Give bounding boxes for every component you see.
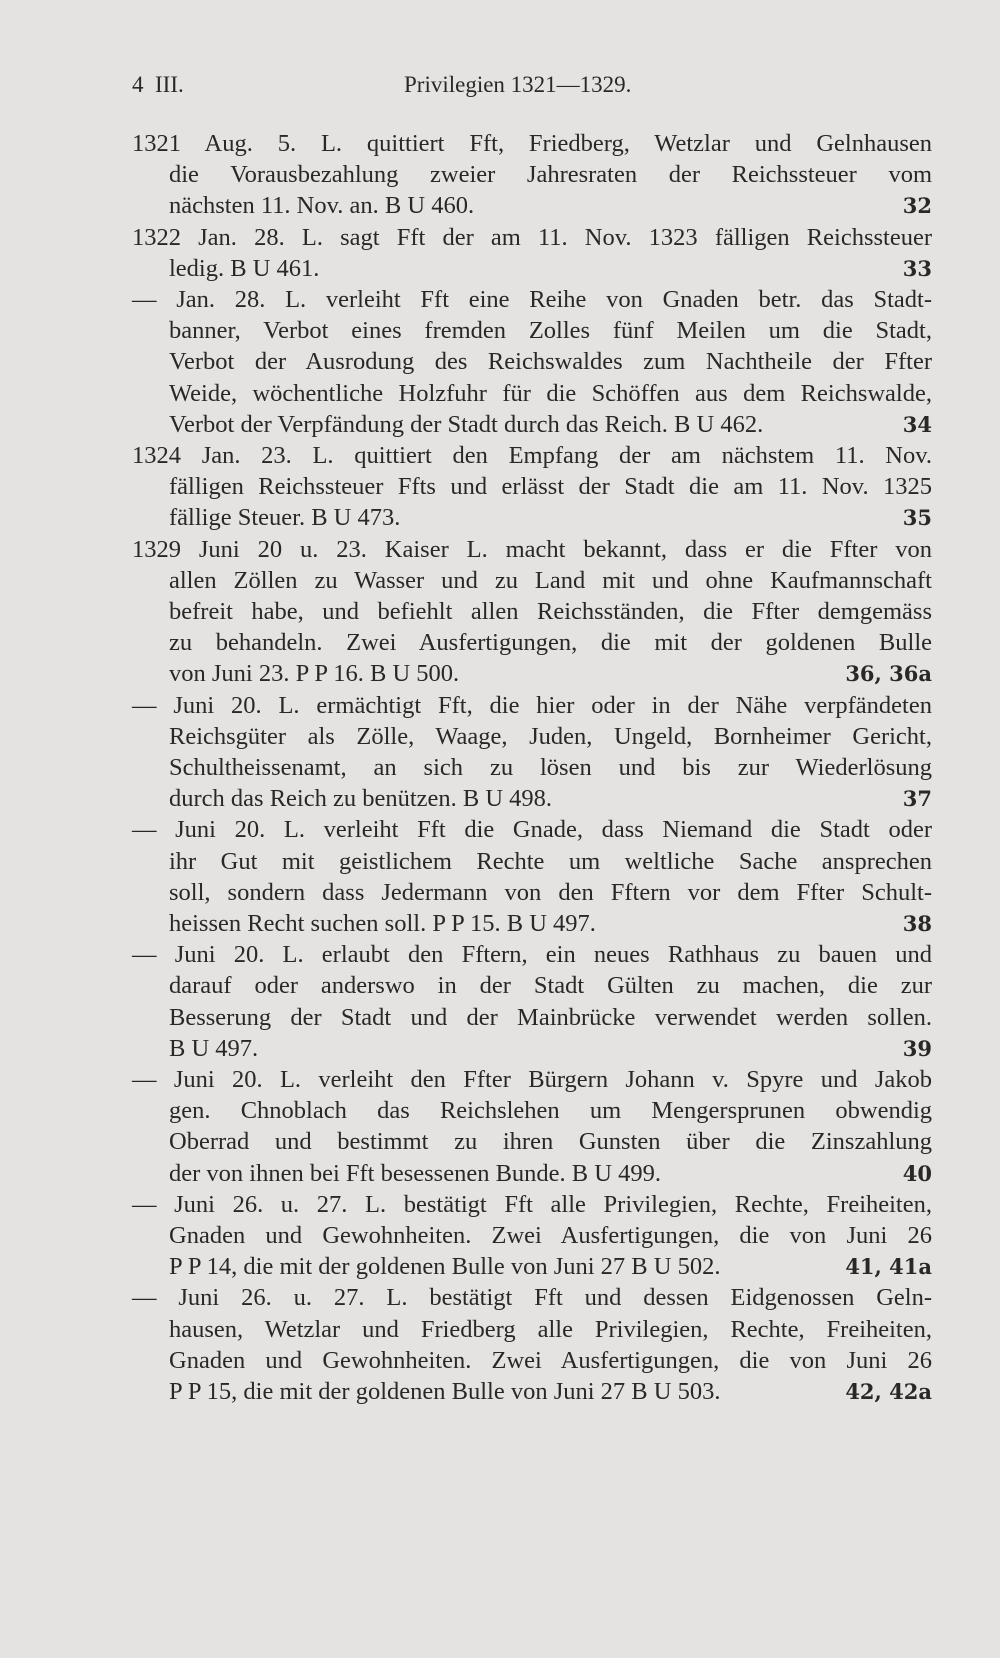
entry-line [132,1314,932,1345]
entry-line [132,1220,932,1251]
entry-line-text: der von ihnen bei Fft besessenen Bunde. B U 499. [169,1159,661,1187]
entry-line-text: Gnaden und Gewohnheiten. Zwei Ausfertigungen, die von Juni 26 [169,1346,932,1374]
page-header [132,72,672,106]
entry-line [132,471,932,502]
entry-line [132,970,932,1001]
entry-first-line [132,128,932,159]
entry-number: 37 [902,786,932,812]
entry-line-text: — Juni 20. L. verleiht Fft die Gnade, dass Niemand die Stadt oder [132,816,932,844]
regest-entry [132,534,932,690]
entry-line-text: Schultheissenamt, an sich zu lösen und bis zur Wiederlösung [169,753,932,781]
entry-line [132,783,932,814]
entry-line [132,721,932,752]
entry-line-text: befreit habe, und befiehlt allen Reichsständen, die Ffter demgemäss [169,597,932,625]
entry-line-text: — Juni 26. u. 27. L. bestätigt Fft und dessen Eidgenossen Geln- [132,1284,932,1312]
entry-line [132,409,932,440]
entry-first-line [132,1189,932,1220]
entry-line [132,378,932,409]
entry-number: 34 [902,411,932,437]
entry-line-text: — Juni 20. L. erlaubt den Fftern, ein neues Rathhaus zu bauen und [132,941,932,969]
section-number: III. [155,72,184,97]
entry-line-text: Verbot der Verpfändung der Stadt durch das Reich. B U 462. [169,410,764,438]
entry-line [132,1095,932,1126]
entry-first-line [132,1282,932,1313]
entry-line-text: durch das Reich zu benützen. B U 498. [169,785,553,813]
entry-line [132,315,932,346]
entry-line-text: soll, sondern dass Jedermann von den Fftern vor dem Ffter Schult- [169,878,932,906]
entry-line-text: ihr Gut mit geistlichem Rechte um weltliche Sache ansprechen [169,847,932,875]
entry-line [132,627,932,658]
entry-number: 40 [902,1160,932,1186]
entry-line-text: hausen, Wetzlar und Friedberg alle Privilegien, Rechte, Freiheiten, [169,1315,932,1343]
entry-number: 39 [902,1035,932,1061]
entry-line-text: B U 497. [169,1034,259,1062]
entry-line-text: die Vorausbezahlung zweier Jahresraten der Reichssteuer vom [169,161,932,189]
entry-line-text: 1321 Aug. 5. L. quittiert Fft, Friedberg, Wetzlar und Gelnhausen [132,130,932,157]
entry-line [132,596,932,627]
entry-line-text: ledig. B U 461. [169,254,320,282]
entry-number: 32 [902,193,932,219]
entry-line-text: fälligen Reichssteuer Ffts und erlässt der Stadt die am 11. Nov. 1325 [169,473,932,501]
page-number-and-section [132,72,184,98]
regest-entry [132,690,932,815]
entry-first-line [132,690,932,721]
entry-line [132,658,932,689]
regest-entry [132,284,932,440]
entry-line-text: P P 15, die mit der goldenen Bulle von Juni 27 B U 503. [169,1377,721,1405]
entry-line [132,565,932,596]
entry-number: 33 [902,255,932,281]
entry-line-text: allen Zöllen zu Wasser und zu Land mit und ohne Kaufmannschaft [169,566,932,594]
entry-line [132,1376,932,1407]
regest-entry [132,1282,932,1407]
entry-line [132,1345,932,1376]
entry-first-line [132,1064,932,1095]
regest-entry [132,1189,932,1283]
entry-line-text: Besserung der Stadt und der Mainbrücke verwendet werden sollen. [169,1003,932,1031]
entry-line [132,908,932,939]
entry-line-text: 1329 Juni 20 u. 23. Kaiser L. macht bekannt, dass er die Ffter von [132,535,932,563]
regest-entry [132,222,932,284]
entry-line-text: — Jan. 28. L. verleiht Fft eine Reihe von Gnaden betr. das Stadt- [132,286,932,313]
entry-line [132,1158,932,1189]
entry-line [132,1251,932,1282]
entry-line [132,1002,932,1033]
entry-line-text: Gnaden und Gewohnheiten. Zwei Ausfertigungen, die von Juni 26 [169,1221,932,1249]
entry-number: 38 [902,910,932,936]
entry-line [132,877,932,908]
entry-line-text: 1322 Jan. 28. L. sagt Fft der am 11. Nov. 1323 fälligen Reichssteuer [132,223,932,251]
entry-line [132,1126,932,1157]
entry-first-line [132,284,932,315]
entry-line [132,1033,932,1064]
regest-entry [132,440,932,534]
entry-line-text: darauf oder anderswo in der Stadt Gülten zu machen, die zur [169,972,932,1000]
entry-number: 35 [902,505,932,531]
entry-line [132,190,932,221]
entry-line-text: Weide, wöchentliche Holzfuhr für die Schöffen aus dem Reichswalde, [169,379,932,407]
entry-first-line [132,440,932,471]
entry-line [132,253,932,284]
entry-line [132,346,932,377]
entry-line-text: gen. Chnoblach das Reichslehen um Mengersprunen obwendig [169,1097,932,1125]
entry-line-text: heissen Recht suchen soll. P P 15. B U 497. [169,909,596,937]
entry-first-line [132,222,932,253]
entry-line-text: — Juni 20. L. ermächtigt Fft, die hier oder in der Nähe verpfändeten [132,691,932,719]
entry-number: 36, 36a [845,661,932,687]
entry-line [132,846,932,877]
entry-line-text: zu behandeln. Zwei Ausfertigungen, die mit der goldenen Bulle [169,629,932,657]
regest-entry [132,814,932,939]
entry-line-text: Oberrad und bestimmt zu ihren Gunsten über die Zinszahlung [169,1128,932,1156]
entry-line-text: nächsten 11. Nov. an. B U 460. [169,192,475,220]
entry-line [132,502,932,533]
entry-number: 41, 41a [845,1254,932,1280]
entry-line-text: — Juni 26. u. 27. L. bestätigt Fft alle Privilegien, Rechte, Freiheiten, [132,1190,932,1218]
entry-line-text: banner, Verbot eines fremden Zolles fünf Meilen um die Stadt, [169,317,932,345]
entry-line-text: P P 14, die mit der goldenen Bulle von Juni 27 B U 502. [169,1253,721,1281]
entry-line-text: — Juni 20. L. verleiht den Ffter Bürgern Johann v. Spyre und Jakob [132,1066,932,1093]
entry-line-text: 1324 Jan. 23. L. quittiert den Empfang der am nächstem 11. Nov. [132,442,932,469]
entry-line [132,752,932,783]
entry-first-line [132,814,932,845]
regest-entry [132,128,932,222]
entry-number: 42, 42a [845,1378,932,1404]
entry-line-text: Verbot der Ausrodung des Reichswaldes zum Nachtheile der Ffter [169,348,932,376]
regest-entry [132,1064,932,1189]
entry-line-text: Reichsgüter als Zölle, Waage, Juden, Ungeld, Bornheimer Gericht, [169,722,932,750]
page-number: 4 [132,72,144,97]
entry-first-line [132,534,932,565]
entry-line-text: fällige Steuer. B U 473. [169,504,401,532]
regest-entry [132,939,932,1064]
entry-line [132,159,932,190]
entry-line-text: von Juni 23. P P 16. B U 500. [169,660,460,688]
running-title: Privilegien 1321—1329. [404,72,632,97]
entry-first-line [132,939,932,970]
